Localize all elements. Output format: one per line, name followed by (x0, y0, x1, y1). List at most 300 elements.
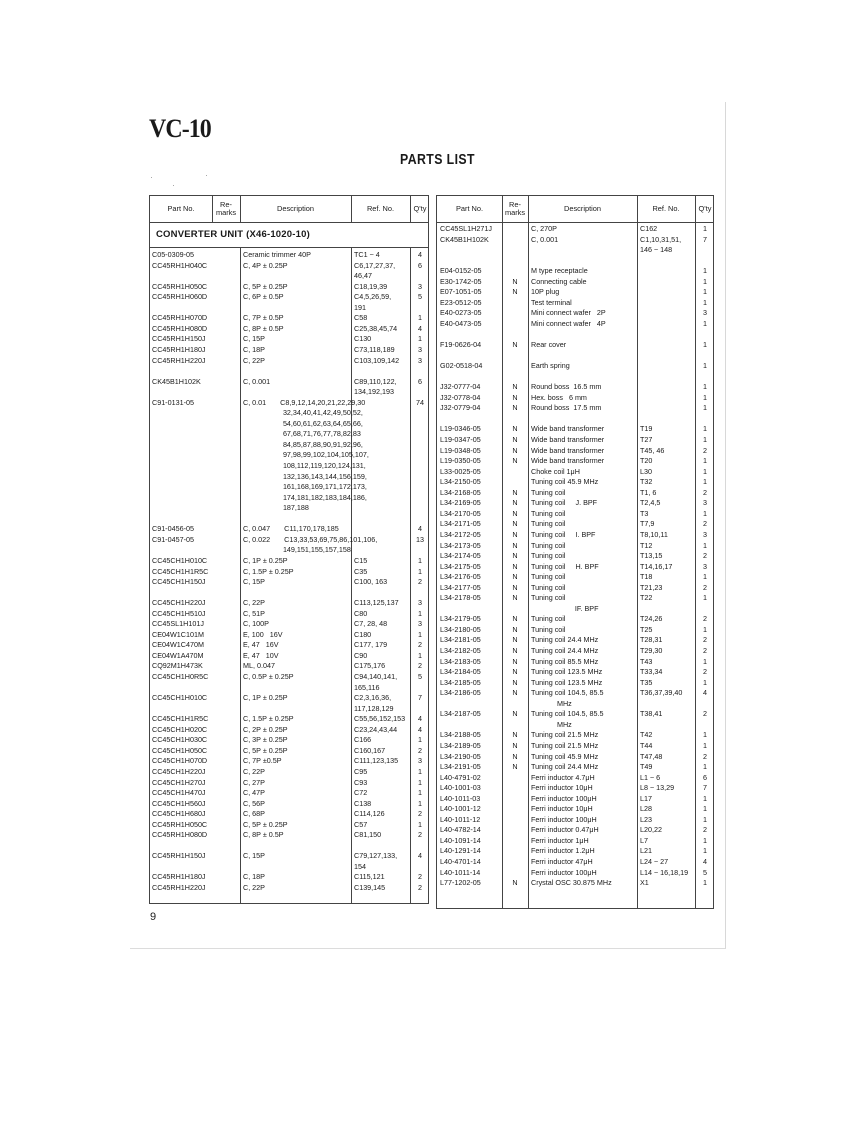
table-row (437, 456, 713, 467)
table-row (150, 313, 428, 324)
table-row (437, 424, 713, 435)
part-no-cell: L77-1202-05 (440, 878, 481, 888)
table-row (150, 419, 428, 430)
remarks-cell: N (512, 751, 518, 761)
qty-cell: 1 (703, 287, 707, 297)
remarks-cell: N (512, 582, 518, 592)
ref-no-cell: C35 (354, 566, 368, 576)
part-no-cell: L34-2182-05 (440, 646, 481, 655)
header-description: Description (564, 204, 601, 213)
qty-cell: 1 (703, 403, 707, 413)
part-no-cell: L34-2179-05 (440, 614, 481, 624)
ref-no-cell: T27 (640, 435, 653, 444)
description-cell: Tuning coil I. BPF (531, 529, 596, 539)
qty-cell: 1 (418, 819, 422, 829)
table-row (437, 583, 713, 594)
part-no-cell: CC45SL1H271J (440, 224, 492, 233)
qty-cell: 2 (703, 635, 707, 645)
qty-cell: 1 (418, 735, 422, 745)
table-row (437, 488, 713, 499)
qty-cell: 3 (703, 308, 707, 318)
qty-cell: 2 (703, 614, 707, 624)
ref-no-cell: L8 ~ 13,29 (640, 783, 675, 793)
remarks-cell: N (512, 709, 518, 719)
qty-cell: 4 (418, 851, 422, 861)
qty-cell: 2 (418, 830, 422, 840)
table-row (437, 836, 713, 847)
description-cell: C, 0.022 C13,33,53,69,75,86,101,106, (243, 534, 378, 544)
table-row (437, 498, 713, 509)
ref-no-cell: C1,10,31,51, (640, 234, 682, 244)
header-ref-no: Ref. No. (366, 204, 395, 213)
ref-no-cell: C2,3,16,36, (354, 693, 392, 703)
ref-no-cell: T8,10,11 (640, 529, 668, 539)
table-row (437, 625, 713, 636)
qty-cell: 1 (703, 740, 707, 750)
table-row (437, 815, 713, 826)
remarks-cell: N (512, 519, 518, 529)
qty-cell: 1 (703, 508, 707, 518)
table-row (150, 545, 428, 556)
ref-no-cell: C95 (354, 766, 368, 776)
table-row (437, 330, 713, 341)
description-cell: E, 100 16V (243, 629, 283, 639)
part-no-cell: L40-4791-02 (440, 772, 481, 782)
scan-speck: · (205, 170, 208, 180)
qty-cell: 4 (418, 714, 422, 724)
table-row (437, 287, 713, 298)
table-header (437, 196, 713, 223)
description-cell: C, 0.001 (531, 234, 559, 244)
table-row (150, 862, 428, 873)
table-row (437, 446, 713, 457)
description-cell: 174,181,182,183,184,186, (243, 492, 367, 502)
qty-cell: 6 (418, 260, 422, 270)
part-no-cell: CQ92M1H473K (152, 661, 203, 671)
table-row (150, 609, 428, 620)
part-no-cell: CC45CH1H220J (152, 766, 206, 776)
remarks-cell: N (512, 424, 518, 434)
description-cell: Ferri inductor 1.2μH (531, 846, 595, 856)
qty-cell: 1 (703, 466, 707, 476)
part-no-cell: L40-4782-14 (440, 825, 481, 835)
ref-no-cell: T13,15 (640, 551, 663, 561)
description-cell: C, 0.5P ± 0.25P (243, 672, 294, 681)
part-no-cell: L19-0347-05 (440, 435, 481, 444)
remarks-cell: N (512, 656, 518, 666)
qty-cell: 3 (703, 529, 707, 539)
table-row (437, 741, 713, 752)
table-row (150, 271, 428, 282)
table-row (150, 683, 428, 694)
part-no-cell: CC45CH1H470J (152, 788, 206, 798)
remarks-cell: N (512, 593, 518, 603)
description-cell: 132,136,143,144,156,159, (243, 471, 367, 481)
description-cell: Connecting cable (531, 276, 587, 286)
ref-no-cell: C138 (354, 798, 372, 808)
qty-cell: 2 (703, 551, 707, 561)
table-row (150, 851, 428, 862)
part-no-cell: L40-1011-12 (440, 814, 481, 824)
description-cell: 161,168,169,171,172,173, (243, 482, 367, 492)
remarks-cell: N (512, 740, 518, 750)
description-cell: C, 27P (243, 777, 265, 787)
table-row (150, 567, 428, 578)
table-row (437, 688, 713, 699)
qty-cell: 1 (418, 566, 422, 576)
description-cell: C, 4P ± 0.25P (243, 260, 288, 270)
qty-cell: 1 (703, 835, 707, 845)
qty-cell: 3 (418, 756, 422, 766)
qty-cell: 74 (416, 397, 424, 407)
table-row (437, 646, 713, 657)
description-cell: C, 22P (243, 883, 265, 892)
table-row (150, 746, 428, 757)
qty-cell: 2 (703, 582, 707, 592)
qty-cell: 3 (418, 344, 422, 354)
part-no-cell: L34-2170-05 (440, 508, 481, 518)
qty-cell: 4 (418, 323, 422, 333)
part-no-cell: L34-2190-05 (440, 751, 481, 761)
description-cell: Ferri inductor 10μH (531, 804, 593, 814)
table-row (150, 356, 428, 367)
ref-no-cell: T47,48 (640, 751, 663, 761)
parts-table-left (149, 195, 429, 904)
part-no-cell: L34-2173-05 (440, 540, 481, 550)
table-row (437, 593, 713, 604)
table-row (150, 493, 428, 504)
qty-cell: 1 (703, 435, 707, 444)
description-cell: C, 5P ± 0.25P (243, 281, 288, 291)
part-no-cell: L34-2168-05 (440, 487, 481, 497)
ref-no-cell: 117,128,129 (354, 703, 394, 713)
part-no-cell: L34-2174-05 (440, 551, 481, 561)
table-row (437, 730, 713, 741)
table-row (150, 714, 428, 725)
table-row (437, 762, 713, 773)
description-cell: Ferri inductor 4.7μH (531, 772, 595, 782)
description-cell: Ferri inductor 100μH (531, 793, 597, 803)
table-row (150, 303, 428, 314)
qty-cell: 1 (703, 793, 707, 803)
ref-no-cell: C57 (354, 819, 368, 829)
qty-cell: 1 (703, 224, 707, 233)
part-no-cell: L34-2176-05 (440, 572, 481, 582)
table-row (437, 783, 713, 794)
part-no-cell: CC45RH1H150J (152, 334, 206, 344)
qty-cell: 1 (703, 540, 707, 550)
ref-no-cell: C79,127,133, (354, 851, 398, 861)
qty-cell: 1 (703, 361, 707, 371)
table-row (150, 725, 428, 736)
description-cell: C, 1.5P ± 0.25P (243, 566, 294, 576)
ref-no-cell: C114,126 (354, 809, 385, 819)
part-no-cell: CC45CH1H010C (152, 693, 208, 703)
table-row (437, 393, 713, 404)
part-no-cell: L33-0025-05 (440, 466, 481, 476)
qty-cell: 3 (703, 561, 707, 571)
ref-no-cell: TC1 ~ 4 (354, 250, 380, 259)
part-no-cell: L34-2183-05 (440, 656, 481, 666)
table-row (150, 514, 428, 525)
description-cell: M type receptacle (531, 266, 588, 276)
scan-speck: · (150, 172, 153, 182)
qty-cell: 4 (418, 250, 422, 259)
ref-no-cell: 134,192,193 (354, 387, 394, 397)
part-no-cell: CC45RH1H040C (152, 260, 208, 270)
col-divider (212, 196, 213, 222)
table-row (437, 477, 713, 488)
table-row (150, 588, 428, 599)
remarks-cell: N (512, 762, 518, 772)
part-no-cell: CC45RH1H150J (152, 851, 206, 861)
remarks-cell: N (512, 445, 518, 455)
table-row (437, 277, 713, 288)
description-cell: Tuning coil (531, 508, 566, 518)
header-remarks: Re- marks (215, 200, 237, 217)
part-no-cell: CC45RH1H220J (152, 355, 206, 365)
table-row (150, 799, 428, 810)
remarks-cell: N (512, 667, 518, 677)
table-row (437, 657, 713, 668)
description-cell: C, 100P (243, 619, 269, 629)
table-row (150, 524, 428, 535)
description-cell: 67,68,71,76,77,78,82,83 (243, 429, 361, 439)
description-cell: ML, 0.047 (243, 661, 275, 671)
remarks-cell: N (512, 614, 518, 624)
qty-cell: 3 (418, 619, 422, 629)
table-row (150, 429, 428, 440)
ref-no-cell: C166 (354, 735, 372, 745)
ref-no-cell: C94,140,141, (354, 672, 398, 681)
col-divider (351, 196, 352, 222)
table-row (150, 366, 428, 377)
qty-cell: 3 (418, 598, 422, 608)
qty-cell: 2 (703, 445, 707, 455)
ref-no-cell: C177, 179 (354, 640, 388, 650)
table-row (150, 408, 428, 419)
description-cell: C, 5P ± 0.25P (243, 819, 288, 829)
ref-no-cell: C139,145 (354, 883, 386, 892)
part-no-cell: CC45RH1H050C (152, 281, 208, 291)
table-row (150, 535, 428, 546)
qty-cell: 1 (703, 804, 707, 814)
part-no-cell: L34-2169-05 (440, 498, 481, 508)
description-cell: Tuning coil 123.5 MHz (531, 667, 603, 677)
qty-cell: 1 (703, 677, 707, 687)
table-row (437, 235, 713, 246)
table-row (150, 482, 428, 493)
ref-no-cell: C160,167 (354, 745, 386, 755)
part-no-cell: L40-1291-14 (440, 846, 481, 856)
table-row (437, 541, 713, 552)
qty-cell: 1 (703, 572, 707, 582)
table-row (437, 667, 713, 678)
remarks-cell: N (512, 508, 518, 518)
qty-cell: 1 (418, 555, 422, 565)
part-no-cell: CC45CH1H1R5C (152, 566, 209, 576)
description-cell: MHz (531, 719, 572, 729)
remarks-cell: N (512, 529, 518, 539)
table-row (437, 752, 713, 763)
part-no-cell: CC45RH1H080D (152, 323, 208, 333)
ref-no-cell: L17 (640, 793, 652, 803)
qty-cell: 13 (416, 534, 424, 544)
table-row (150, 598, 428, 609)
qty-cell: 1 (703, 266, 707, 276)
qty-cell: 1 (418, 313, 422, 323)
parts-table-right (436, 195, 714, 909)
part-no-cell: L19-0348-05 (440, 445, 481, 455)
description-cell: Wide band transformer (531, 435, 605, 444)
remarks-cell: N (512, 730, 518, 740)
ref-no-cell: T20 (640, 456, 653, 466)
part-no-cell: L34-2175-05 (440, 561, 481, 571)
table-row (150, 756, 428, 767)
part-no-cell: CC45CH1H510J (152, 608, 206, 618)
remarks-cell: N (512, 878, 518, 888)
qty-cell: 6 (703, 772, 707, 782)
description-cell: C, 1.5P ± 0.25P (243, 714, 294, 724)
table-row (150, 820, 428, 831)
part-no-cell: E40-0473-05 (440, 318, 482, 328)
remarks-cell: N (512, 572, 518, 582)
qty-cell: 1 (703, 382, 707, 392)
part-no-cell: L34-2178-05 (440, 593, 481, 603)
ref-no-cell: T12 (640, 540, 653, 550)
remarks-cell: N (512, 677, 518, 687)
table-row (150, 398, 428, 409)
ref-no-cell: 146 ~ 148 (640, 245, 673, 255)
description-cell: Ferri inductor 47μH (531, 857, 593, 866)
part-no-cell: L34-2191-05 (440, 762, 481, 772)
remarks-cell: N (512, 435, 518, 444)
description-cell: C, 15P (243, 577, 265, 587)
table-row (437, 372, 713, 383)
ref-no-cell: C4,5,26,59, (354, 292, 392, 302)
description-cell: Tuning coil 24.4 MHz (531, 762, 599, 772)
page-number: 9 (150, 911, 157, 923)
description-cell: C, 5P ± 0.25P (243, 745, 288, 755)
table-row (437, 435, 713, 446)
table-row (150, 672, 428, 683)
qty-cell: 7 (703, 783, 707, 793)
ref-no-cell: C15 (354, 555, 368, 565)
table-row (437, 414, 713, 425)
part-no-cell: L40-1011-03 (440, 793, 481, 803)
header-part-no: Part No. (455, 204, 484, 213)
table-row (150, 809, 428, 820)
ref-no-cell: T22 (640, 593, 653, 603)
qty-cell: 3 (703, 498, 707, 508)
remarks-cell: N (512, 540, 518, 550)
qty-cell: 1 (418, 777, 422, 787)
qty-cell: 5 (418, 292, 422, 302)
description-cell: 54,60,61,62,63,64,65,66, (243, 418, 363, 428)
description-cell: C, 8P ± 0.5P (243, 323, 284, 333)
part-no-cell: CC45RH1H050C (152, 819, 208, 829)
description-cell: C, 7P ±0.5P (243, 756, 282, 766)
header-qty: Q'ty (413, 204, 427, 213)
part-no-cell: CC45CH1H560J (152, 798, 206, 808)
ref-no-cell: T21,23 (640, 582, 663, 592)
description-cell: Ferri inductor 10μH (531, 783, 593, 793)
ref-no-cell: C73,118,189 (354, 344, 395, 354)
part-no-cell: L40-1091-14 (440, 835, 481, 845)
part-no-cell: L40-1001-03 (440, 783, 481, 793)
qty-cell: 1 (703, 392, 707, 402)
description-cell: 187,188 (243, 503, 309, 513)
part-no-cell: CC45CH1H150J (152, 577, 206, 587)
ref-no-cell: C55,56,152,153 (354, 714, 406, 724)
remarks-cell: N (512, 487, 518, 497)
table-row (437, 804, 713, 815)
qty-cell: 2 (703, 519, 707, 529)
description-cell: Tuning coil (531, 519, 566, 529)
qty-cell: 7 (418, 693, 422, 703)
description-cell: Ferri inductor 0.47μH (531, 825, 599, 835)
part-no-cell: L34-2177-05 (440, 582, 481, 592)
table-row (437, 530, 713, 541)
description-cell: Wide band transformer (531, 445, 605, 455)
part-no-cell: CC45RH1H060D (152, 292, 208, 302)
remarks-cell: N (512, 561, 518, 571)
model-title: VC-10 (149, 114, 211, 143)
qty-cell: 2 (703, 825, 707, 835)
remarks-cell: N (512, 688, 518, 698)
ref-no-cell: T35 (640, 677, 653, 687)
description-cell: C, 8P ± 0.5P (243, 830, 284, 840)
qty-cell: 7 (703, 234, 707, 244)
section-title: CONVERTER UNIT (X46-1020-10) (156, 229, 310, 240)
qty-cell: 2 (703, 646, 707, 655)
ref-no-cell: 46,47 (354, 271, 372, 281)
description-cell: E, 47 10V (243, 650, 279, 660)
qty-cell: 2 (418, 872, 422, 882)
qty-cell: 1 (703, 878, 707, 888)
table-row (150, 387, 428, 398)
part-no-cell: CC45RH1H180J (152, 344, 206, 354)
part-no-cell: CC45SL1H101J (152, 619, 204, 629)
qty-cell: 1 (703, 762, 707, 772)
table-row (437, 245, 713, 256)
part-no-cell: CC45CH1H070D (152, 756, 208, 766)
table-row (150, 503, 428, 514)
part-no-cell: CC45CH1H680J (152, 809, 206, 819)
remarks-cell: N (512, 382, 518, 392)
part-no-cell: CC45CH1H0R5C (152, 672, 209, 681)
description-cell: Round boss 16.5 mm (531, 382, 602, 392)
ref-no-cell: C93 (354, 777, 368, 787)
ref-no-cell: T24,26 (640, 614, 663, 624)
description-cell: C, 6P ± 0.5P (243, 292, 284, 302)
remarks-cell: N (512, 635, 518, 645)
table-row (150, 872, 428, 883)
ref-no-cell: C18,19,39 (354, 281, 388, 291)
ref-no-cell: C80 (354, 608, 368, 618)
ref-no-cell: T32 (640, 477, 653, 487)
part-no-cell: C91-0456-05 (152, 524, 194, 534)
description-cell: Tuning coil 45.9 MHz (531, 751, 599, 761)
description-cell: C, 270P (531, 224, 557, 233)
table-row (437, 635, 713, 646)
ref-no-cell: T18 (640, 572, 653, 582)
description-cell: Rear cover (531, 340, 567, 350)
qty-cell: 4 (418, 524, 422, 534)
table-row (437, 846, 713, 857)
description-cell: Tuning coil 21.5 MHz (531, 740, 599, 750)
ref-no-cell: 165,116 (354, 682, 380, 692)
